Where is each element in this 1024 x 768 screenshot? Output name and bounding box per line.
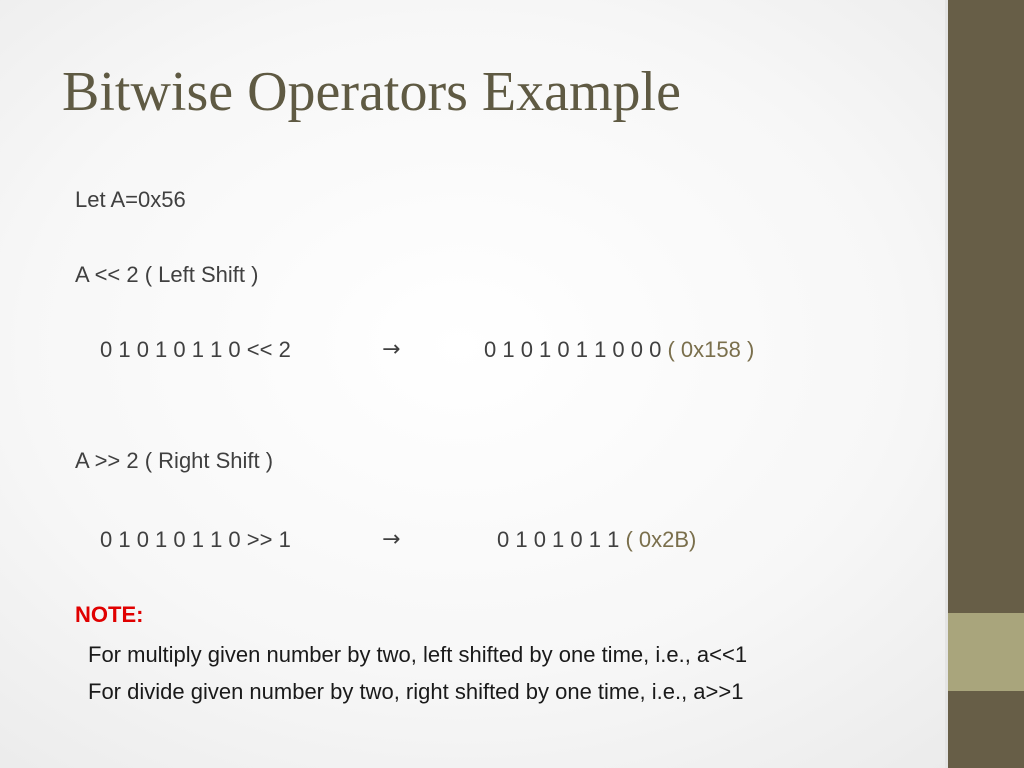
right-shift-row	[0, 529, 948, 555]
left-shift-row	[0, 339, 948, 365]
note-line-divide: For divide given number by two, right shifted by one time, i.e., a>>1	[88, 679, 744, 704]
note-label: NOTE:	[75, 602, 144, 627]
slide-title: Bitwise Operators Example	[62, 61, 681, 123]
right-arrow-icon: →	[382, 527, 401, 552]
right-shift-result-bits: 0 1 0 1 0 1 1	[497, 527, 620, 552]
left-shift-heading: A << 2 ( Left Shift )	[75, 262, 259, 287]
sidebar-accent-block	[948, 613, 1024, 691]
right-shift-result-hex: ( 0x2B)	[619, 527, 697, 552]
right-shift-result	[497, 529, 696, 551]
left-shift-result-bits: 0 1 0 1 0 1 1 0 0 0	[484, 337, 662, 362]
left-shift-expression: 0 1 0 1 0 1 1 0 << 2	[100, 337, 291, 362]
right-shift-heading: A >> 2 ( Right Shift )	[75, 448, 274, 473]
note-line-multiply: For multiply given number by two, left shifted by one time, i.e., a<<1	[88, 642, 748, 667]
right-shift-expression: 0 1 0 1 0 1 1 0 >> 1	[100, 527, 291, 552]
let-statement: Let A=0x56	[75, 187, 186, 212]
left-shift-result	[484, 339, 754, 361]
right-arrow-icon: →	[382, 337, 401, 362]
left-shift-result-hex: ( 0x158 )	[661, 337, 755, 362]
